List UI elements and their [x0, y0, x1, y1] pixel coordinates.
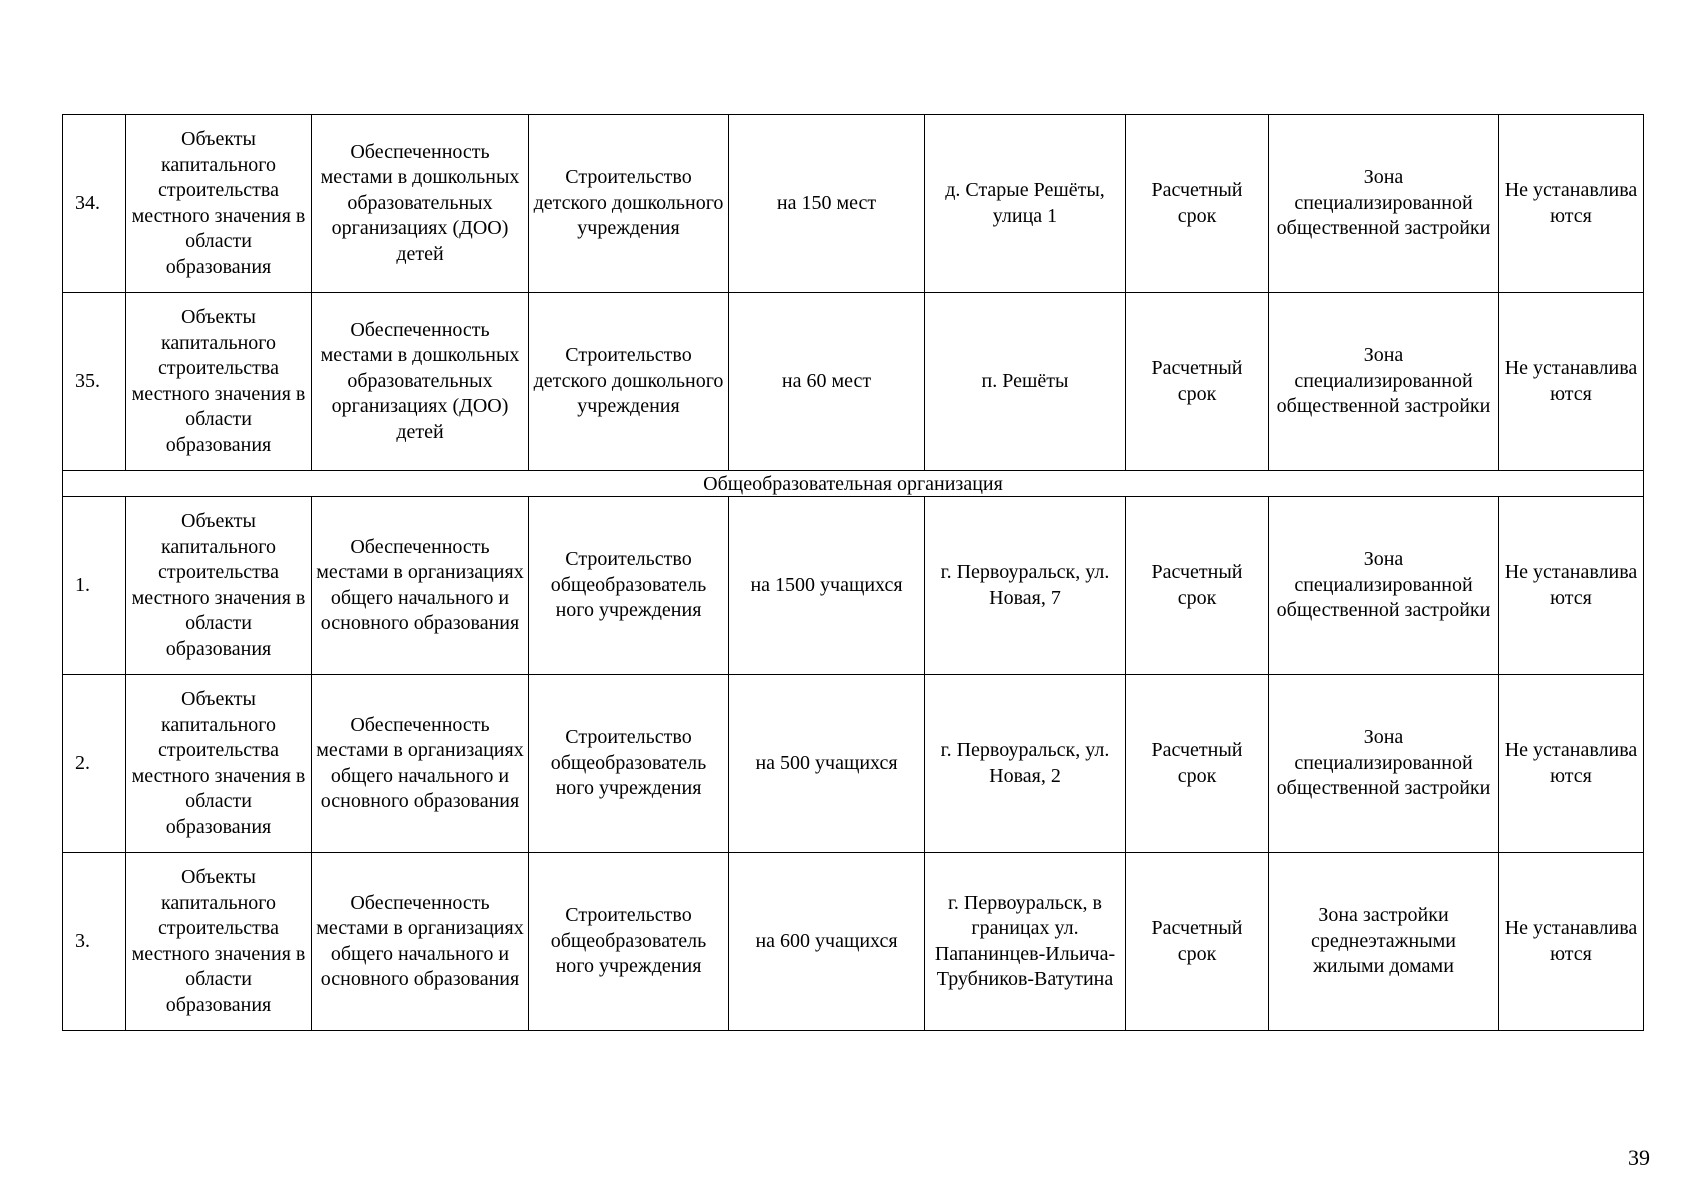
row-number: 3.: [63, 853, 126, 1031]
indicator-cell: Обеспеченность местами в организациях общего начального и основного образования: [312, 497, 529, 675]
zone-cell: Зона застройки среднеэтажными жилыми домами: [1269, 853, 1499, 1031]
term-cell: Расчетный срок: [1126, 115, 1269, 293]
row-number: 2.: [63, 675, 126, 853]
restrictions-cell: Не устанавлива ются: [1499, 293, 1644, 471]
term-cell: Расчетный срок: [1126, 675, 1269, 853]
restrictions-cell: Не устанавлива ются: [1499, 115, 1644, 293]
indicator-cell: Обеспеченность местами в организациях общего начального и основного образования: [312, 853, 529, 1031]
page-number: 39: [1628, 1145, 1650, 1170]
activity-cell: Строительство общеобразователь ного учреждения: [529, 853, 729, 1031]
term-cell: Расчетный срок: [1126, 853, 1269, 1031]
row-number: 1.: [63, 497, 126, 675]
restrictions-cell: Не устанавлива ются: [1499, 497, 1644, 675]
table-row: [63, 853, 1644, 1031]
section-title: Общеобразовательная организация: [63, 471, 1644, 497]
zone-cell: Зона специализированной общественной застройки: [1269, 293, 1499, 471]
object-type-cell: Объекты капитального строительства местного значения в области образования: [126, 497, 312, 675]
indicator-cell: Обеспеченность местами в организациях общего начального и основного образования: [312, 675, 529, 853]
activity-cell: Строительство общеобразователь ного учреждения: [529, 675, 729, 853]
zone-cell: Зона специализированной общественной застройки: [1269, 497, 1499, 675]
location-cell: г. Первоуральск, в границах ул. Папанинцев-Ильича-Трубников-Ватутина: [925, 853, 1126, 1031]
table-body: [63, 115, 1644, 1031]
object-type-cell: Объекты капитального строительства местного значения в области образования: [126, 293, 312, 471]
capacity-cell: на 60 мест: [729, 293, 925, 471]
activity-cell: Строительство детского дошкольного учреждения: [529, 293, 729, 471]
term-cell: Расчетный срок: [1126, 497, 1269, 675]
capacity-cell: на 600 учащихся: [729, 853, 925, 1031]
location-cell: г. Первоуральск, ул. Новая, 7: [925, 497, 1126, 675]
activity-cell: Строительство детского дошкольного учреждения: [529, 115, 729, 293]
capacity-cell: на 150 мест: [729, 115, 925, 293]
activity-cell: Строительство общеобразователь ного учреждения: [529, 497, 729, 675]
zone-cell: Зона специализированной общественной застройки: [1269, 675, 1499, 853]
location-cell: д. Старые Решёты, улица 1: [925, 115, 1126, 293]
location-cell: г. Первоуральск, ул. Новая, 2: [925, 675, 1126, 853]
object-type-cell: Объекты капитального строительства местного значения в области образования: [126, 675, 312, 853]
section-header-row: [63, 471, 1644, 497]
table-row: [63, 675, 1644, 853]
object-type-cell: Объекты капитального строительства местного значения в области образования: [126, 115, 312, 293]
row-number: 35.: [63, 293, 126, 471]
table-row: [63, 293, 1644, 471]
zone-cell: Зона специализированной общественной застройки: [1269, 115, 1499, 293]
table-row: [63, 497, 1644, 675]
indicator-cell: Обеспеченность местами в дошкольных образовательных организациях (ДОО) детей: [312, 115, 529, 293]
object-type-cell: Объекты капитального строительства местного значения в области образования: [126, 853, 312, 1031]
term-cell: Расчетный срок: [1126, 293, 1269, 471]
restrictions-cell: Не устанавлива ются: [1499, 853, 1644, 1031]
capacity-cell: на 500 учащихся: [729, 675, 925, 853]
location-cell: п. Решёты: [925, 293, 1126, 471]
planned-objects-table: [62, 114, 1644, 1031]
row-number: 34.: [63, 115, 126, 293]
restrictions-cell: Не устанавлива ются: [1499, 675, 1644, 853]
table-row: [63, 115, 1644, 293]
capacity-cell: на 1500 учащихся: [729, 497, 925, 675]
indicator-cell: Обеспеченность местами в дошкольных образовательных организациях (ДОО) детей: [312, 293, 529, 471]
